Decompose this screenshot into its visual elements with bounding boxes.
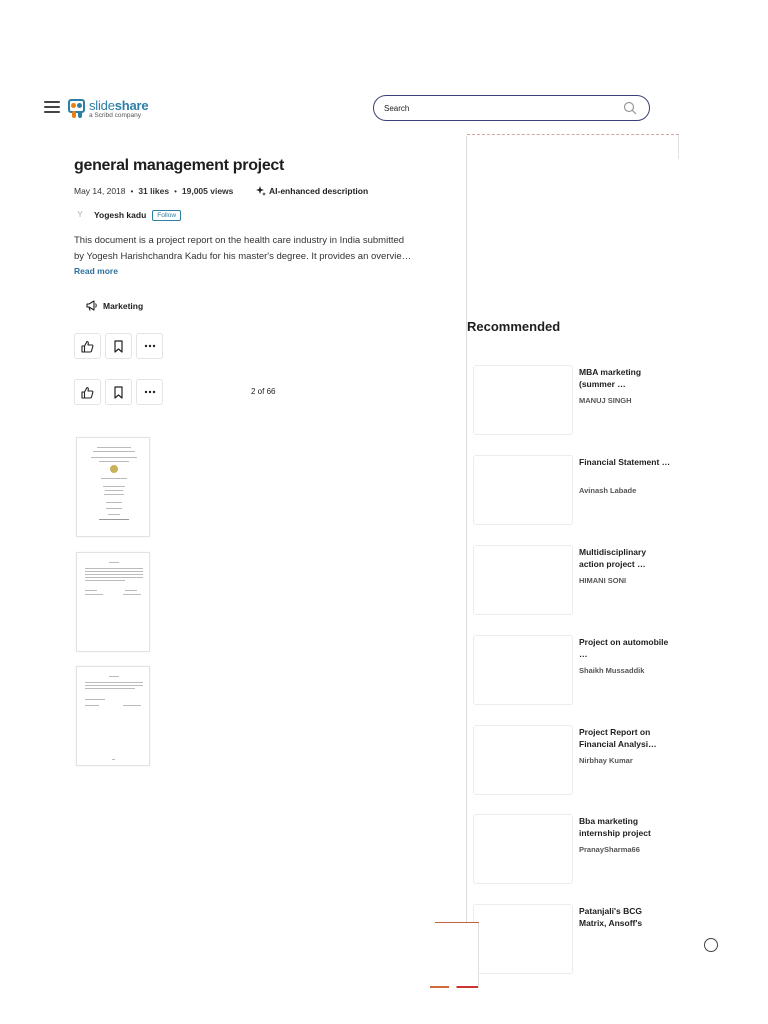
author-row: [74, 209, 181, 221]
recommended-item-title[interactable]: Financial Statement …: [579, 457, 671, 467]
ad-banner-bottom: [290, 922, 479, 988]
recommended-item-title[interactable]: Project on automobile …: [579, 637, 669, 659]
document-description: [74, 233, 448, 265]
follow-button[interactable]: Follow: [152, 210, 181, 221]
menu-button[interactable]: [44, 101, 60, 113]
recommended-item[interactable]: [473, 814, 673, 884]
description-line-1: This document is a project report on the health care industry in India submitted: [74, 235, 405, 246]
bookmark-icon: [113, 340, 124, 353]
search-bar[interactable]: [373, 95, 650, 121]
avatar[interactable]: Y: [77, 210, 83, 219]
slideshare-logo[interactable]: [68, 96, 158, 122]
sparkle-icon: [256, 186, 266, 196]
recommended-item-title[interactable]: MBA marketing (summer …: [579, 367, 642, 389]
recommended-thumbnail[interactable]: [473, 365, 573, 435]
megaphone-icon: [86, 300, 98, 311]
likes-count: 31 likes: [138, 186, 170, 196]
floating-circle-button[interactable]: [704, 938, 718, 952]
category-tag-marketing[interactable]: [86, 300, 143, 311]
thumbs-up-icon: [81, 340, 94, 353]
like-button[interactable]: [74, 333, 101, 359]
recommended-item[interactable]: [473, 904, 673, 928]
action-bar-top: [74, 333, 167, 359]
page-indicator: 2 of 66: [251, 387, 276, 396]
recommended-thumbnail[interactable]: [473, 814, 573, 884]
recommended-item-title[interactable]: Patanjali's BCG Matrix, Ansoff's: [579, 906, 643, 928]
document-meta: May 14, 2018 • 31 likes • 19,005 views: [74, 186, 234, 196]
recommended-item-title[interactable]: Project Report on Financial Analysi…: [579, 727, 657, 749]
recommended-item[interactable]: [473, 635, 673, 705]
ai-description-label: [256, 186, 368, 196]
recommended-thumbnail[interactable]: [473, 455, 573, 525]
recommended-thumbnail[interactable]: [473, 904, 573, 974]
recommended-thumbnail[interactable]: [473, 725, 573, 795]
more-options-button[interactable]: [136, 333, 163, 359]
search-icon[interactable]: [623, 101, 637, 115]
recommended-item-author[interactable]: Shaikh Mussaddik: [579, 666, 645, 675]
recommended-item-author[interactable]: Avinash Labade: [579, 486, 637, 495]
more-options-button-viewer[interactable]: [136, 379, 163, 405]
more-horizontal-icon: [144, 390, 156, 394]
logo-text: [89, 99, 148, 120]
more-horizontal-icon: [144, 344, 156, 348]
like-button-viewer[interactable]: [74, 379, 101, 405]
save-button[interactable]: [105, 333, 132, 359]
recommended-thumbnail[interactable]: [473, 545, 573, 615]
recommended-item-author[interactable]: PranaySharma66: [579, 845, 640, 854]
read-more-link[interactable]: Read more: [74, 266, 118, 276]
recommended-item[interactable]: [473, 725, 673, 795]
description-line-2: by Yogesh Harishchandra Kadu for his master's degree. It provides an overvie…: [74, 251, 412, 262]
recommended-item-author[interactable]: HIMANI SONI: [579, 576, 627, 585]
author-name[interactable]: Yogesh kadu: [94, 210, 147, 220]
bookmark-icon: [113, 386, 124, 399]
thumbs-up-icon: [81, 386, 94, 399]
recommended-item[interactable]: [473, 455, 673, 525]
tag-label: Marketing: [103, 300, 144, 311]
views-count: 19,005 views: [181, 186, 234, 196]
upload-date: May 14, 2018: [74, 186, 126, 196]
action-bar-viewer: [74, 379, 167, 405]
logo-word-share: share: [114, 97, 149, 113]
slideshare-logo-mark: [68, 99, 86, 119]
ai-description-text: AI-enhanced description: [269, 186, 369, 196]
ad-banner-top: [467, 134, 679, 158]
recommended-item-title[interactable]: Multidisciplinary action project …: [579, 547, 647, 569]
page-thumbnail-2[interactable]: [76, 552, 150, 652]
recommended-item-title[interactable]: Bba marketing internship project: [579, 816, 651, 838]
page-thumbnail-1[interactable]: [76, 437, 150, 537]
logo-subtitle: a Scribd company: [89, 111, 142, 119]
recommended-heading: Recommended: [467, 319, 561, 334]
recommended-item-author[interactable]: Nirbhay Kumar: [579, 756, 633, 765]
page-thumbnail-3[interactable]: [76, 666, 150, 766]
panel-divider: [466, 136, 467, 922]
recommended-item-author[interactable]: MANUJ SINGH: [579, 396, 632, 405]
document-title: general management project: [74, 157, 285, 174]
recommended-thumbnail[interactable]: [473, 635, 573, 705]
recommended-item[interactable]: [473, 365, 673, 435]
recommended-item[interactable]: [473, 545, 673, 615]
search-input[interactable]: [384, 101, 614, 116]
logo-word-slide: slide: [89, 97, 115, 113]
save-button-viewer[interactable]: [105, 379, 132, 405]
